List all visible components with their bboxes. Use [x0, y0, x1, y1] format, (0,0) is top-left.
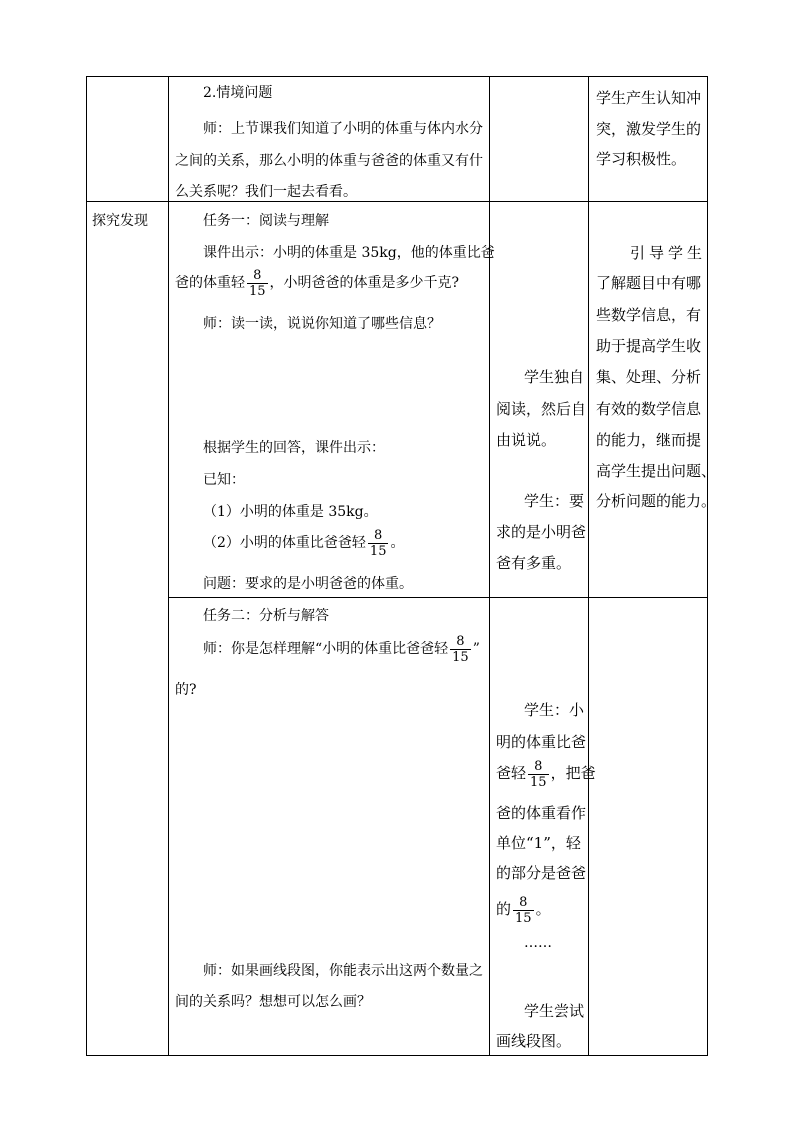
student-read-3: 由说说。 [496, 431, 557, 449]
intent2-line-1: 引导学生 [630, 244, 707, 262]
fraction [247, 268, 268, 299]
teacher-question-2-text: 师：你是怎样理解“小明的体重比爸爸轻 [203, 641, 449, 657]
row-divider-1 [86, 201, 708, 202]
student-explain-3-tail: ，把爸 [550, 764, 596, 782]
student-explain-3-text: 爸轻 [496, 764, 527, 782]
intent2-line-3: 些数学信息，有 [596, 306, 702, 324]
col-border-left [86, 76, 87, 1056]
fraction-numerator: 8 [456, 633, 465, 649]
student-explain-7 [496, 890, 551, 928]
intent2-line-6: 有效的数学信息 [596, 400, 702, 418]
teacher-question-3-line-2: 间的关系吗？想想可以怎么画？ [175, 994, 371, 1010]
known-item-2-tail: 。 [390, 535, 405, 551]
intent2-line-4: 助于提高学生收 [596, 337, 702, 355]
col-border-1 [168, 76, 169, 1056]
courseware-line-2 [175, 264, 459, 302]
intent-line-2: 突，激发学生的 [596, 120, 702, 138]
intent-line-1: 学生产生认知冲 [596, 89, 702, 107]
teacher-line-1: 师：上节课我们知道了小明的体重与体内水分 [203, 121, 483, 137]
student-answer-1: 学生：要 [524, 492, 585, 510]
student-read-1: 学生独自 [524, 368, 585, 386]
situation-title: 2.情境问题 [203, 85, 273, 101]
ellipsis: …… [524, 935, 552, 951]
section-label: 探究发现 [92, 213, 148, 229]
known-item-1: （1）小明的体重是 35kg。 [203, 504, 378, 520]
task-two-title: 任务二：分析与解答 [203, 608, 329, 624]
known-item-2 [203, 524, 404, 562]
student-explain-6: 的部分是爸爸 [496, 864, 587, 882]
courseware-line-2-tail: ，小明爸爸的体重是多少千克? [269, 275, 460, 291]
task-one-title: 任务一：阅读与理解 [203, 213, 329, 229]
col-border-2 [489, 76, 490, 1056]
fraction-numerator: 8 [253, 267, 262, 283]
known-item-2-text: （2）小明的体重比爸爸轻 [203, 535, 366, 551]
fraction-numerator: 8 [519, 894, 528, 910]
student-explain-7-tail: 。 [535, 900, 551, 918]
table-bottom-border [86, 1055, 708, 1056]
table-top-border [86, 76, 708, 77]
student-explain-5: 单位“1”，轻 [496, 834, 581, 852]
fraction-denominator: 15 [452, 649, 469, 665]
teacher-question-1: 师：读一读，说说你知道了哪些信息？ [203, 316, 441, 332]
intent2-line-9: 分析问题的能力。 [596, 492, 717, 510]
fraction-denominator: 15 [530, 774, 547, 790]
student-explain-3 [496, 754, 596, 792]
question-line: 问题：要求的是小明爸爸的体重。 [203, 576, 413, 592]
fraction [528, 759, 549, 790]
fraction-denominator: 15 [249, 283, 266, 299]
fraction [513, 895, 534, 926]
known-label: 已知： [203, 472, 245, 488]
intent-line-3: 学习积极性。 [596, 150, 687, 168]
fraction-numerator: 8 [374, 527, 383, 543]
student-read-2: 阅读，然后自 [496, 400, 587, 418]
intent2-line-2: 了解题目中有哪 [596, 274, 702, 292]
student-explain-7-text: 的 [496, 900, 512, 918]
col-border-3 [588, 76, 589, 1056]
teacher-question-2-tail: ” [472, 641, 480, 657]
student-try-1: 学生尝试 [524, 1002, 585, 1020]
student-try-2: 画线段图。 [496, 1032, 572, 1050]
row-divider-2 [168, 597, 708, 598]
fraction-denominator: 15 [369, 543, 387, 559]
teacher-line-3: 么关系呢？我们一起去看看。 [175, 184, 357, 200]
by-answer-line: 根据学生的回答，课件出示： [203, 440, 385, 456]
col-border-right [707, 76, 708, 1056]
student-answer-3: 爸有多重。 [496, 554, 572, 572]
student-explain-1: 学生：小 [524, 701, 585, 719]
teacher-line-2: 之间的关系，那么小明的体重与爸爸的体重又有什 [175, 153, 483, 169]
fraction-denominator: 15 [515, 910, 532, 926]
teacher-question-2-end: 的? [175, 682, 197, 698]
intent2-line-5: 集、处理、分析 [596, 368, 702, 386]
teacher-question-2 [203, 630, 480, 668]
courseware-line-1: 课件出示：小明的体重是 35kg，他的体重比爸 [203, 245, 495, 261]
courseware-line-2-text: 爸的体重轻 [175, 275, 245, 291]
intent2-line-8: 高学生提出问题、 [596, 462, 717, 480]
student-explain-4: 爸的体重看作 [496, 804, 587, 822]
teacher-question-3-line-1: 师：如果画线段图，你能表示出这两个数量之 [203, 963, 483, 979]
fraction [450, 634, 471, 665]
student-explain-2: 明的体重比爸 [496, 733, 587, 751]
intent2-line-7: 的能力，继而提 [596, 431, 702, 449]
fraction-numerator: 8 [534, 758, 543, 774]
fraction [368, 528, 389, 559]
student-answer-2: 求的是小明爸 [496, 523, 587, 541]
